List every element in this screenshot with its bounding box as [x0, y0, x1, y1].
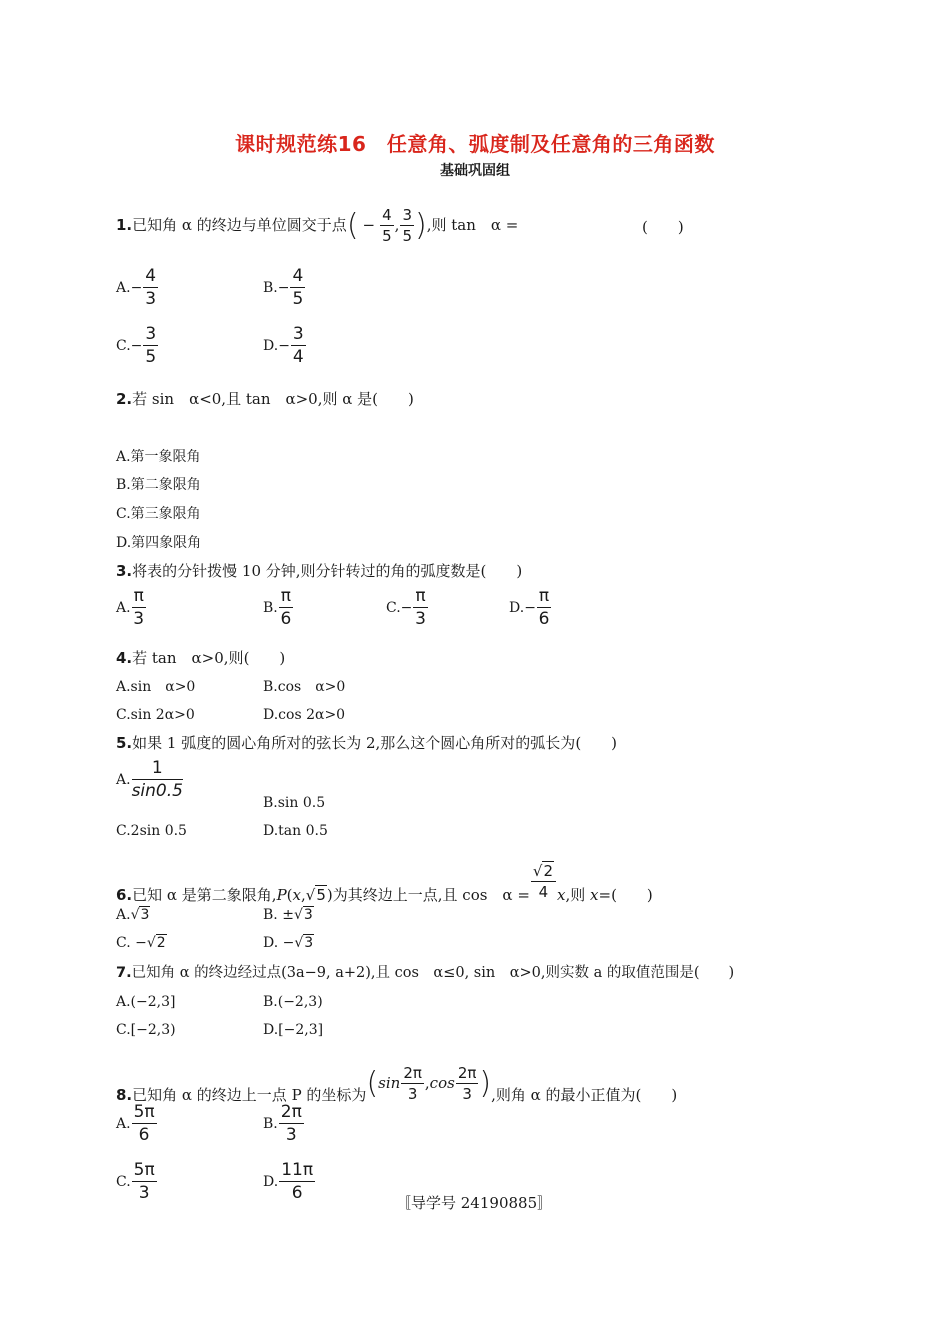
option-d: D.cos 2α>0 — [263, 707, 346, 723]
fraction: $\frac{4}{5}$ — [292, 266, 304, 309]
question-text: 将表的分针拨慢 10 分钟,则分针转过的角的弧度数是 — [132, 562, 481, 580]
fraction: $\frac{1}{\sin 0.5}$ — [131, 758, 183, 801]
question-text: 已知角 α 的终边与单位圆交于点 — [132, 216, 347, 234]
question-text: 若 tan α>0,则 — [132, 649, 244, 667]
answer-blank: ( ) — [693, 965, 735, 981]
question-number: 3. — [116, 562, 133, 580]
sqrt: √5 — [305, 886, 326, 904]
answer-blank: ( ) — [372, 390, 414, 408]
question-text-tail: ,则 tan α = — [426, 216, 519, 234]
question-number: 4. — [116, 649, 133, 667]
option-b: B.− $\frac{4}{5}$ — [263, 266, 304, 309]
fraction: $\frac{4}{5}$ — [382, 206, 392, 245]
fraction: $\frac{√2}{4}$ — [531, 864, 556, 900]
question-2 — [116, 390, 414, 408]
option-a: A.第一象限角 — [116, 449, 201, 465]
question-text: 已知角 α 的终边经过点(3a−9, a+2),且 cos α≤0, sin α>0,则实数 a 的取值范围是 — [131, 965, 694, 981]
question-number: 2. — [116, 390, 133, 408]
option-c: C.sin 2α>0 — [116, 707, 195, 723]
option-a: A.sin α>0 — [116, 679, 196, 695]
answer-blank: ( ) — [642, 218, 684, 236]
option-d: D.tan 0.5 — [263, 823, 328, 839]
option-a: A. $\frac{\pi}{3}$ — [116, 586, 145, 629]
option-c: C.− $\frac{\pi}{3}$ — [386, 586, 426, 629]
option-a: A. $\frac{1}{\sin 0.5}$ — [116, 758, 183, 801]
sign: − — [362, 216, 376, 234]
fraction: $\frac{3}{5}$ — [402, 206, 412, 245]
option-b: B.第二象限角 — [116, 477, 201, 493]
question-text: 若 sin α<0,且 tan α>0,则 α 是 — [132, 390, 373, 408]
document-number: 〚导学号 24190885〛 — [396, 1194, 553, 1212]
question-text: 如果 1 弧度的圆心角所对的弦长为 2,那么这个圆心角所对的弧长为 — [132, 734, 576, 752]
question-text: 已知 α 是第二象限角, — [132, 886, 277, 904]
answer-blank: ( ) — [611, 886, 653, 904]
option-b: B.cos α>0 — [263, 679, 346, 695]
fraction: $\frac{2\pi}{3}$ — [280, 1102, 302, 1145]
question-7 — [116, 964, 734, 982]
answer-blank: ( ) — [575, 734, 618, 752]
question-4 — [116, 649, 285, 667]
fraction: $\frac{5\pi}{6}$ — [133, 1102, 155, 1145]
question-number: 5. — [116, 734, 133, 752]
option-c: C. −√2 — [116, 935, 166, 951]
fraction: $\frac{3}{5}$ — [145, 324, 157, 367]
option-a: A. $\frac{5\pi}{6}$ — [116, 1102, 155, 1145]
option-b: B. $\frac{\pi}{6}$ — [263, 586, 292, 629]
question-6: 6.已知 α 是第二象限角,P(x,√5)为其终边上一点,且 cos α = $\frac{√2}{4}$ x,则 x=( ) — [116, 862, 653, 904]
fraction: $\frac{\pi}{6}$ — [538, 586, 550, 629]
option-a: A.√3 — [116, 907, 150, 923]
question-number: 8. — [116, 1086, 133, 1104]
option-c: C.2sin 0.5 — [116, 823, 187, 839]
question-text: 已知角 α 的终边上一点 P 的坐标为 — [132, 1086, 367, 1104]
option-b: B.(−2,3) — [263, 994, 323, 1010]
question-number: 7. — [116, 965, 132, 981]
question-5 — [116, 734, 617, 752]
fraction: $\frac{3}{4}$ — [292, 324, 304, 367]
fraction: $\frac{4}{3}$ — [145, 266, 157, 309]
fraction: $\frac{2\pi}{3}$ — [457, 1064, 477, 1103]
option-d: D.− $\frac{3}{4}$ — [263, 324, 304, 367]
answer-blank: ( ) — [480, 562, 523, 580]
question-3 — [116, 562, 522, 580]
fraction: $\frac{\pi}{3}$ — [133, 586, 145, 629]
option-b: B. ±√3 — [263, 907, 313, 923]
question-number: 1. — [116, 216, 133, 234]
option-d: D.− $\frac{\pi}{6}$ — [509, 586, 550, 629]
fraction: $\frac{2\pi}{3}$ — [403, 1064, 422, 1103]
question-1: 1.已知角 α 的终边与单位圆交于点( − $\frac{4}{5}$ , $\frac{3}{5}$ ),则 tan α = — [116, 206, 519, 245]
question-8: 8.已知角 α 的终边上一点 P 的坐标为(sin $\frac{2\pi}{3}$ ,cos $\frac{2\pi}{3}$ ),则角 α 的最小正值为( ) — [116, 1064, 678, 1104]
option-b: B. $\frac{2\pi}{3}$ — [263, 1102, 302, 1145]
answer-blank: ( ) — [635, 1086, 678, 1104]
fraction: $\frac{\pi}{6}$ — [280, 586, 292, 629]
section-subtitle: 基础巩固组 — [440, 163, 510, 179]
fraction: $\frac{11\pi}{6}$ — [281, 1160, 314, 1203]
option-c: C.− $\frac{3}{5}$ — [116, 324, 157, 367]
option-d: D.[−2,3] — [263, 1022, 324, 1038]
option-d: D.第四象限角 — [116, 535, 202, 551]
question-number: 6. — [116, 886, 133, 904]
option-c: C.第三象限角 — [116, 506, 201, 522]
option-b: B.sin 0.5 — [263, 795, 326, 811]
option-a: A.(−2,3] — [116, 994, 176, 1010]
option-c: C. $\frac{5\pi}{3}$ — [116, 1160, 155, 1203]
option-d: D. $\frac{11\pi}{6}$ — [263, 1160, 314, 1203]
option-d: D. −√3 — [263, 935, 314, 951]
page-title: 课时规范练16 任意角、弧度制及任意角的三角函数 — [235, 132, 715, 156]
option-c: C.[−2,3) — [116, 1022, 176, 1038]
option-a: A.− $\frac{4}{3}$ — [116, 266, 157, 309]
fraction: $\frac{\pi}{3}$ — [415, 586, 426, 629]
fraction: $\frac{5\pi}{3}$ — [133, 1160, 155, 1203]
answer-blank: ( ) — [243, 649, 286, 667]
